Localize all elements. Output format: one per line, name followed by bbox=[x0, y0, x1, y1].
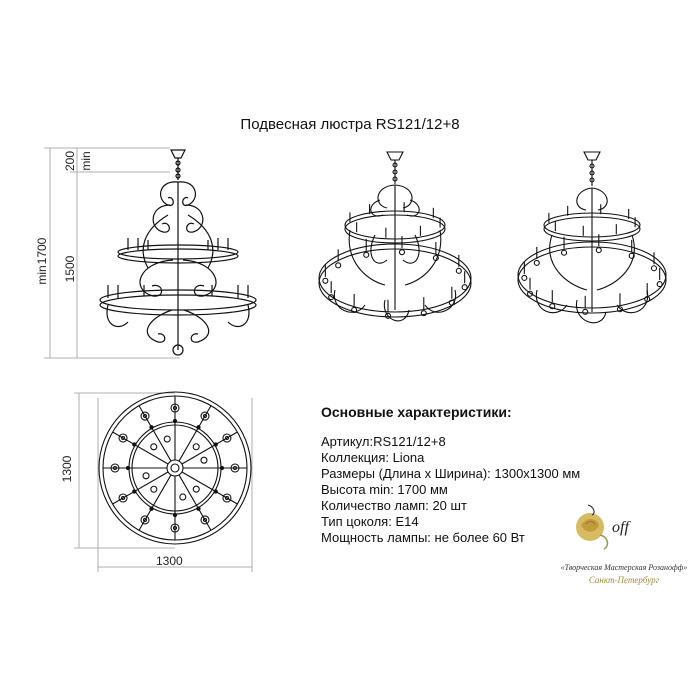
chandelier-elevation bbox=[100, 150, 256, 355]
spec-row: Размеры (Длина х Ширина): 1300х1300 мм bbox=[321, 466, 581, 481]
body-height-label: 1500 bbox=[63, 255, 77, 283]
spec-row: Высота min: 1700 мм bbox=[321, 482, 448, 497]
logo-mark: off bbox=[612, 519, 629, 536]
total-height-label: 1700 bbox=[35, 237, 49, 265]
specs-block bbox=[321, 404, 580, 546]
chandelier-perspective-2 bbox=[518, 152, 666, 323]
total-min-label: min bbox=[35, 265, 49, 285]
spec-row: Коллекция: Liona bbox=[321, 450, 425, 465]
rose-logo-icon bbox=[576, 505, 607, 549]
chandelier-perspective-1 bbox=[319, 152, 471, 321]
chandelier-plan bbox=[99, 392, 251, 544]
spec-row: Тип цоколя: E14 bbox=[321, 514, 419, 529]
spec-row: Количество ламп: 20 шт bbox=[321, 498, 467, 513]
logo-caption: «Творческая Мастерская Розанофф» bbox=[560, 563, 688, 572]
plan-width-label: 1300 bbox=[156, 554, 183, 568]
logo-city: Санкт-Петербург bbox=[588, 575, 660, 585]
specs-heading: Основные характеристики: bbox=[321, 404, 512, 420]
plan-height-label: 1300 bbox=[60, 455, 74, 483]
spec-row: Артикул:RS121/12+8 bbox=[321, 434, 446, 449]
spec-row: Мощность лампы: не более 60 Вт bbox=[321, 530, 525, 545]
top-gap-min-label: min bbox=[79, 151, 93, 171]
page-title: Подвесная люстра RS121/12+8 bbox=[240, 116, 460, 133]
top-gap-label: 200 bbox=[63, 150, 77, 172]
